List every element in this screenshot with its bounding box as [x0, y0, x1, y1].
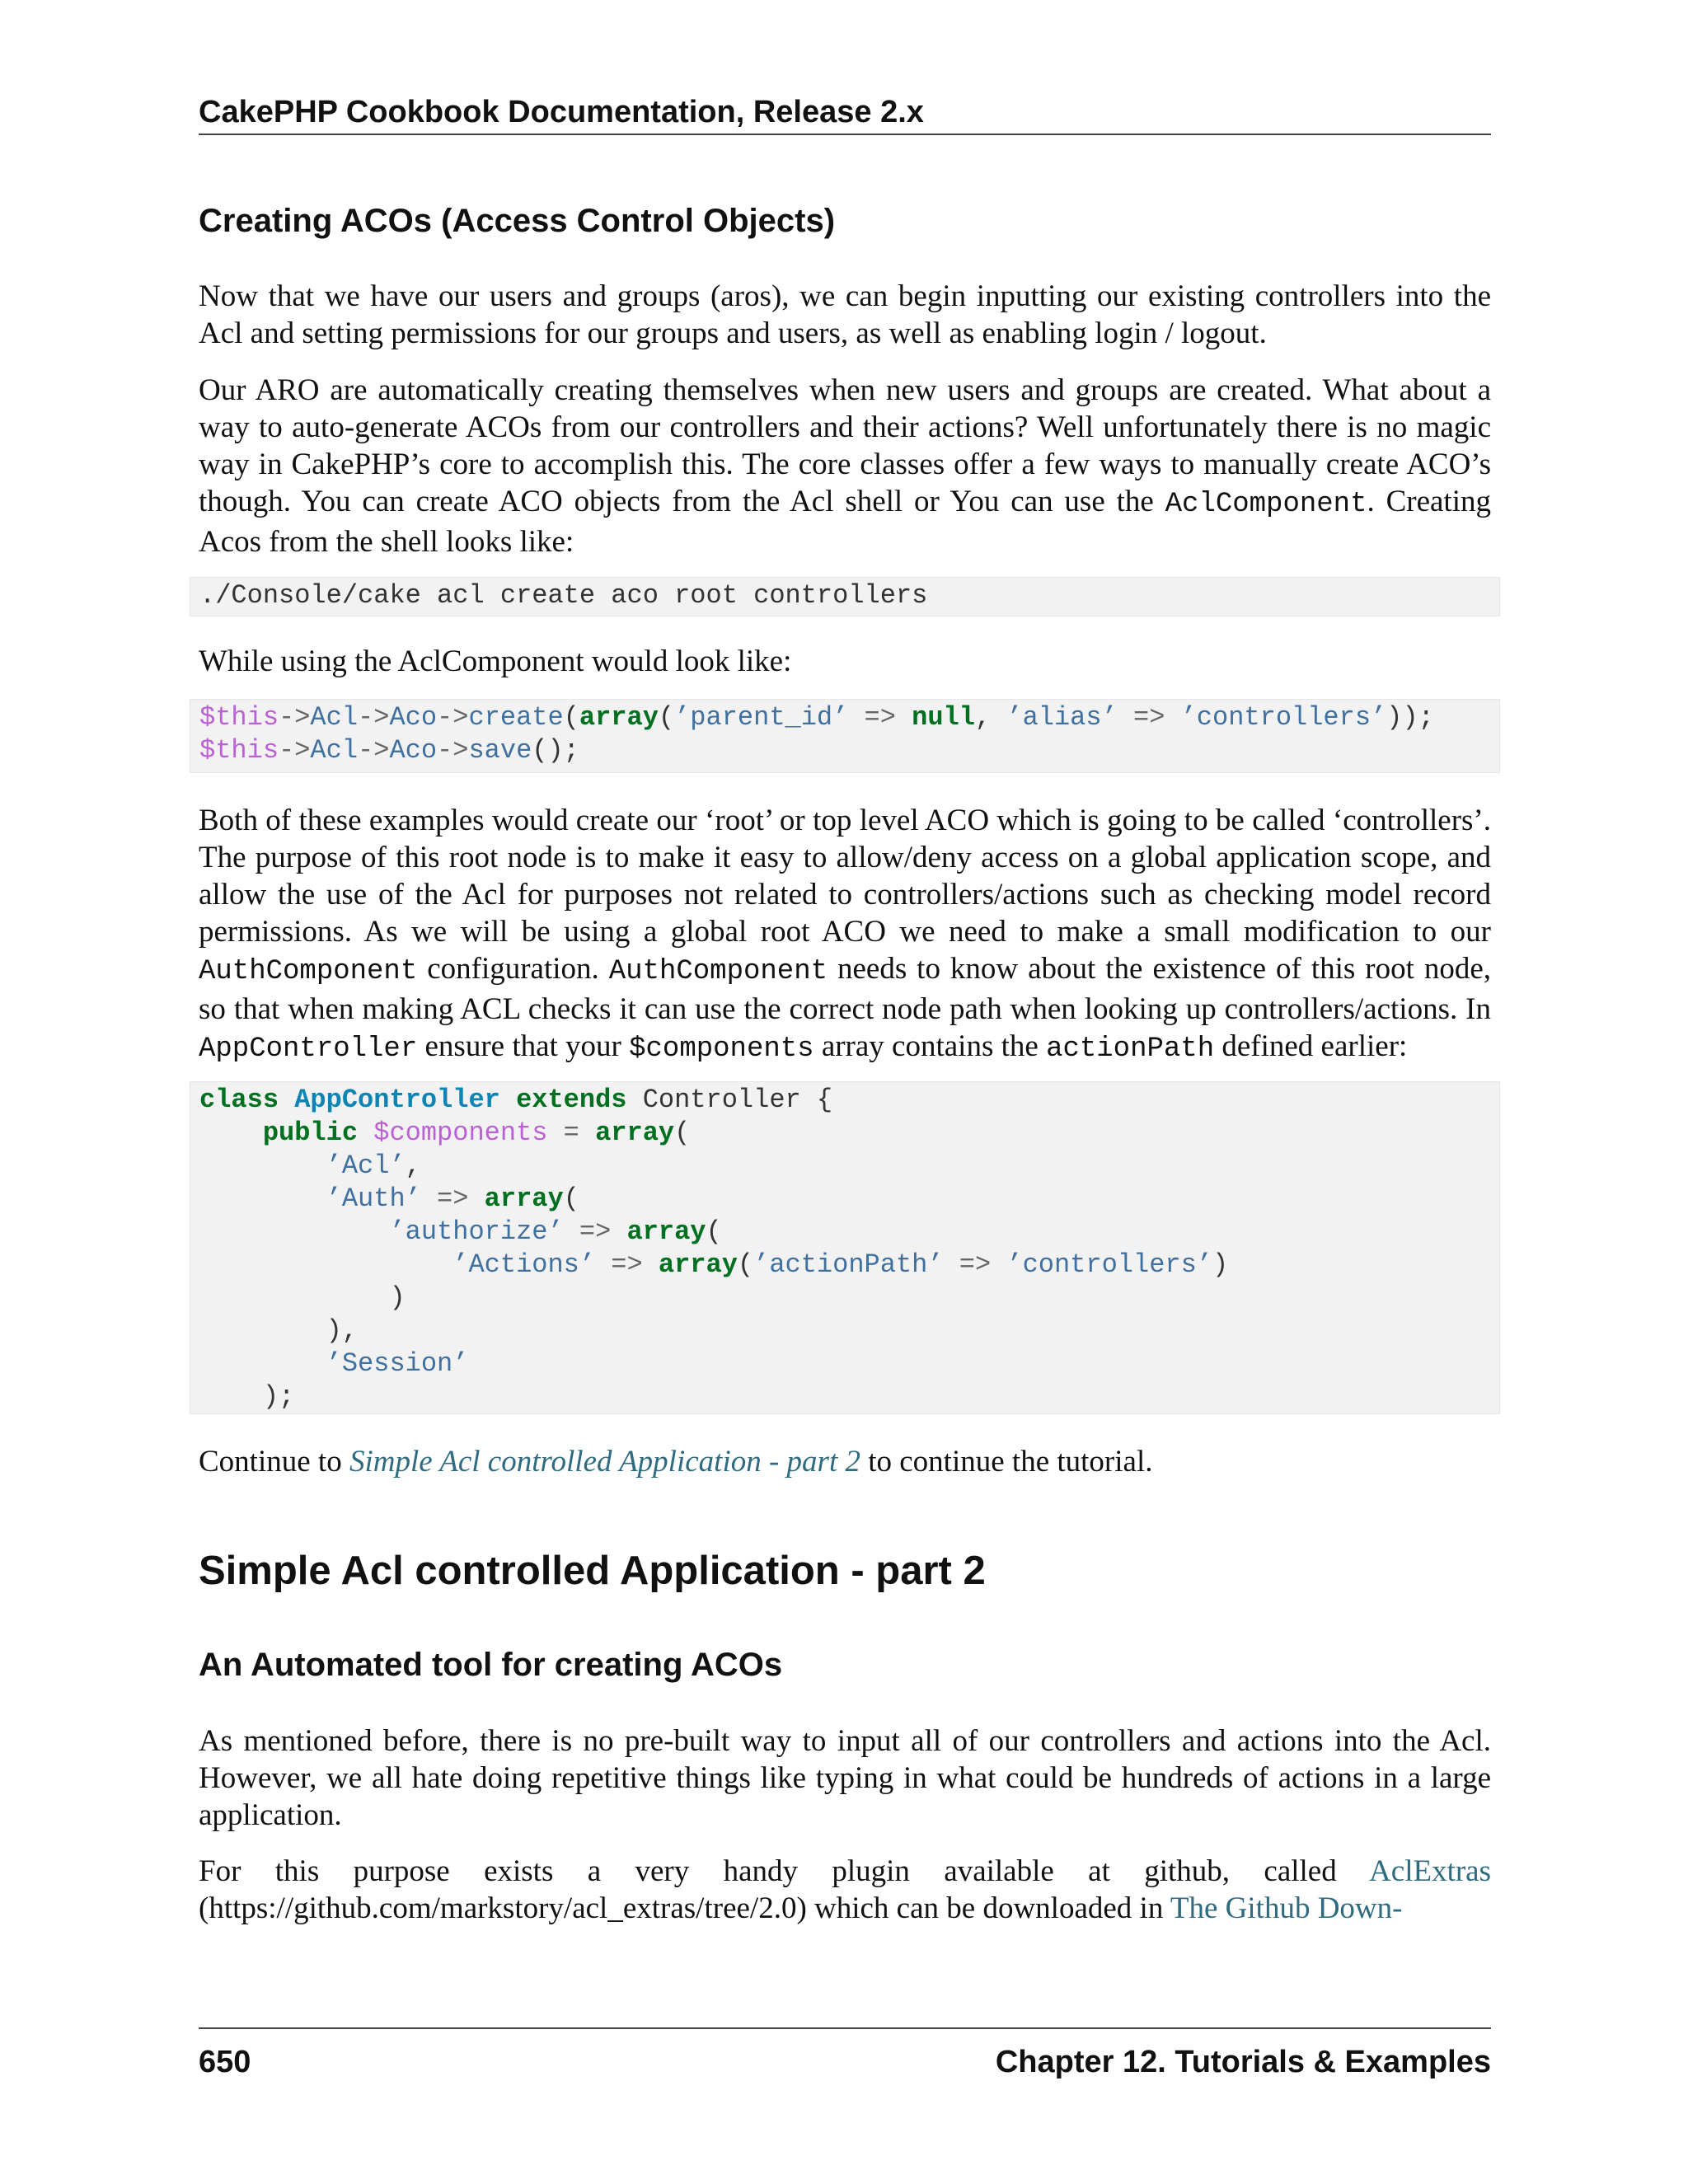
section-heading-creating-acos: Creating ACOs (Access Control Objects): [199, 203, 836, 239]
code-block-aclcomponent: $this->Acl->Aco->create(array(’parent_id’ => null, ’alias’ => ’controllers’)); $this->Acl->Aco->save();: [190, 699, 1500, 773]
text-span: configuration.: [417, 952, 609, 986]
chapter-footer: Chapter 12. Tutorials & Examples: [995, 2045, 1491, 2079]
paragraph-aclcomponent: While using the AclComponent would look like:: [199, 644, 792, 678]
inline-code-authcomponent-2: AuthComponent: [608, 956, 828, 987]
paragraph-plugin: [199, 1853, 1491, 1927]
running-header: CakePHP Cookbook Documentation, Release 2.x: [199, 95, 924, 129]
text-span: . Creating Acos from the shell looks like:: [199, 485, 1491, 559]
text-span: to continue the tutorial.: [860, 1445, 1153, 1479]
text-span: Both of these examples would create our ‘root’ or top level ACO which is going to be called ‘controllers’. The purpose of this root node is to make it easy to allow/deny access on a global application scope, and allow the use of the Acl for purposes not related to controllers/actions such as checking model record permissions. As we will be using a global root ACO we need to make a small modification to our: [199, 804, 1491, 949]
text-span: Continue to: [199, 1445, 349, 1479]
inline-code-appcontroller: AppController: [199, 1033, 418, 1065]
text-span: needs to know about the existence of this root node, so that when making ACL checks it can use the correct node path when looking up controllers/actions. In: [199, 952, 1492, 1026]
link-part2[interactable]: Simple Acl controlled Application - part 2: [349, 1445, 860, 1479]
link-aclextras[interactable]: AclExtras: [1369, 1854, 1491, 1888]
text-span: array contains the: [814, 1029, 1047, 1063]
header-rule: [199, 134, 1491, 135]
inline-code-actionpath: actionPath: [1046, 1033, 1215, 1065]
text-span: For this purpose exists a very handy plugin available at github, called: [199, 1854, 1370, 1888]
page-number: 650: [199, 2045, 251, 2079]
paragraph-aro-aco: [199, 372, 1491, 560]
link-github-downloads[interactable]: The Github Down-: [1170, 1891, 1403, 1925]
code-block-shell: [190, 577, 1500, 616]
subheading-automated-tool: An Automated tool for creating ACOs: [199, 1647, 783, 1683]
chapter-heading-part2: Simple Acl controlled Application - part 2: [199, 1549, 986, 1593]
paragraph-continue: [199, 1443, 1491, 1480]
code-line: ./Console/cake acl create aco root controllers: [199, 580, 928, 611]
inline-code-components: $components: [629, 1033, 814, 1065]
footer-rule: [199, 2027, 1491, 2029]
text-span: ensure that your: [417, 1029, 630, 1063]
text-span: (https://github.com/markstory/acl_extras/tree/2.0) which can be downloaded in: [199, 1891, 1170, 1925]
text-span: defined earlier:: [1214, 1029, 1408, 1063]
paragraph-root-aco: [199, 802, 1491, 1068]
paragraph-prebuilt: As mentioned before, there is no pre-built way to input all of our controllers and actions into the Acl. However, we all hate doing repetitive things like typing in what could be hundreds of actions in a large application.: [199, 1724, 1491, 1832]
paragraph-intro: Now that we have our users and groups (aros), we can begin inputting our existing controllers into the Acl and setting permissions for our groups and users, as well as enabling login / logout.: [199, 279, 1491, 350]
text-span: Our ARO are automatically creating themselves when new users and groups are created. What about a way to auto-generate ACOs from our controllers and their actions? Well unfortunately there is no magic way in CakePHP’s core to accomplish this. The core classes offer a few ways to manually create ACO’s though. You can create ACO objects from the Acl shell or You can use the: [199, 373, 1491, 518]
inline-code-aclcomponent: AclComponent: [1165, 489, 1367, 520]
inline-code-authcomponent: AuthComponent: [199, 956, 418, 987]
code-block-appcontroller: class AppController extends Controller { public $components = array( ’Acl’, ’Auth’ => array( ’authorize’ => array( ’Actions’ => array(’actionPath’ => ’controllers’) ) ), ’Session’ );: [190, 1081, 1500, 1414]
